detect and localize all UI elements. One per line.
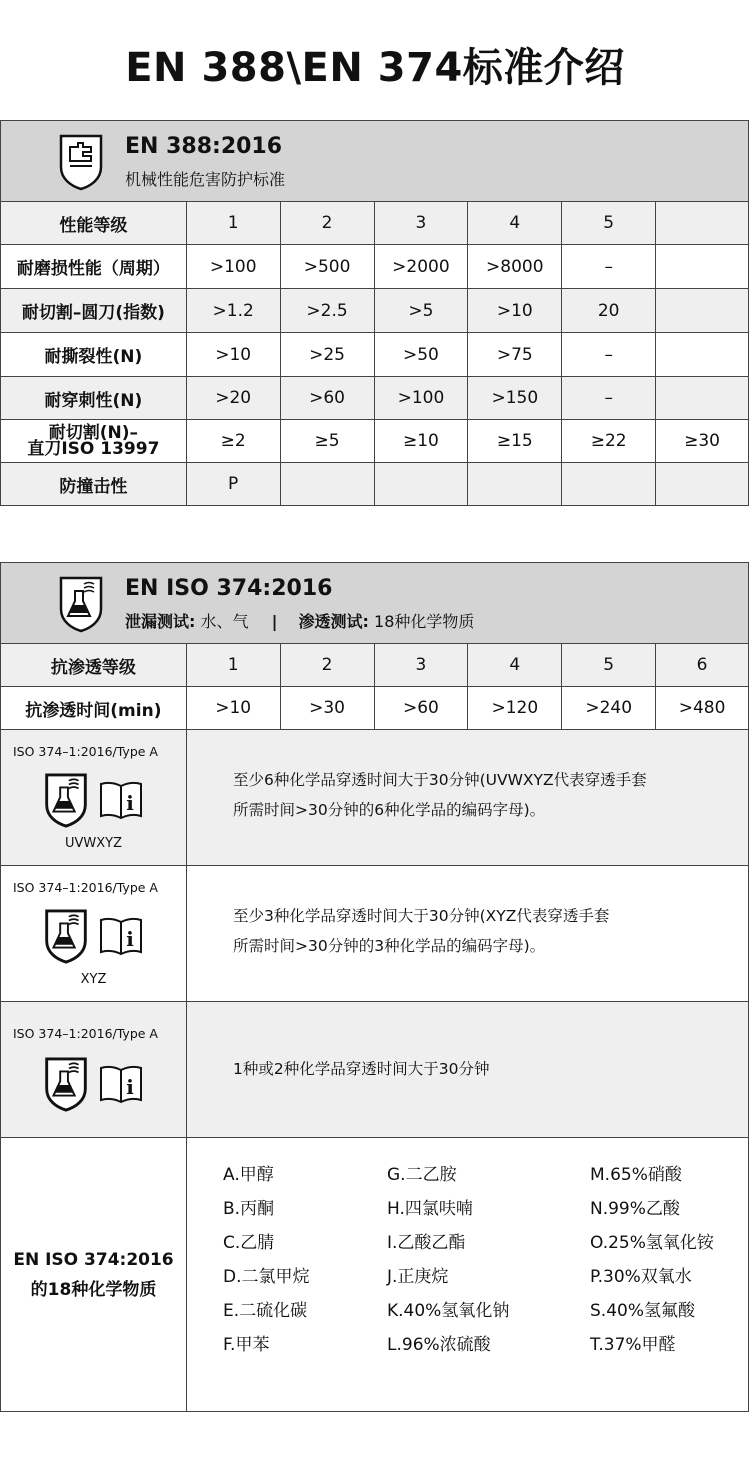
value-cell: >5	[374, 289, 468, 332]
value-cell	[655, 289, 748, 332]
row-label: 抗渗透时间(min)	[25, 700, 162, 721]
value-cell: ≥5	[280, 420, 374, 462]
type-row	[1, 730, 748, 866]
type-marking-cell	[1, 1002, 186, 1137]
instruction-book-icon	[99, 780, 143, 820]
description-line: 所需时间>30分钟的3种化学品的编码字母)。	[233, 937, 546, 955]
type-icons	[41, 908, 143, 964]
svg-text:i: i	[126, 927, 134, 951]
value-cell: >240	[561, 687, 655, 729]
chemical-item: H.四氯呋喃	[387, 1199, 473, 1219]
value-cell: >25	[280, 333, 374, 376]
type-icons	[41, 1056, 143, 1112]
chemical-item: T.37%甲醛	[590, 1335, 676, 1355]
en388-level-label: 性能等级	[59, 215, 128, 236]
table-row	[1, 245, 748, 289]
level-cell: 1	[186, 644, 280, 686]
type-marking-cell	[1, 730, 186, 865]
row-label	[1, 420, 186, 462]
value-cell: >100	[374, 377, 468, 419]
value-cell: >20	[186, 377, 280, 419]
type-standard: ISO 374–1:2016/Type A	[13, 744, 158, 759]
value-cell: P	[186, 463, 280, 505]
value-cell: >500	[280, 245, 374, 288]
value-cell: >480	[655, 687, 748, 729]
permeation-test-label: 渗透测试:	[298, 612, 369, 631]
value-cell: >10	[467, 289, 561, 332]
en388-header	[1, 121, 748, 202]
value-cell: ≥15	[467, 420, 561, 462]
table-row	[1, 687, 748, 730]
chemicals-row	[1, 1138, 748, 1411]
level-cell: 4	[467, 644, 561, 686]
value-cell: >30	[280, 687, 374, 729]
table-row	[1, 289, 748, 333]
value-cell	[655, 333, 748, 376]
table-row	[1, 420, 748, 463]
description-line: 所需时间>30分钟的6种化学品的编码字母)。	[233, 801, 546, 819]
type-standard: ISO 374–1:2016/Type A	[13, 880, 158, 895]
type-description	[186, 730, 748, 865]
chemical-item: O.25%氢氧化铵	[590, 1233, 714, 1253]
leak-test-label: 泄漏测试:	[125, 612, 196, 631]
value-cell: >150	[467, 377, 561, 419]
description-line: 1种或2种化学品穿透时间大于30分钟	[233, 1060, 490, 1078]
value-cell: >1.2	[186, 289, 280, 332]
chemical-item: A.甲醇	[223, 1165, 274, 1185]
type-marking-cell	[1, 866, 186, 1001]
value-cell	[374, 463, 468, 505]
description-text	[233, 765, 647, 825]
chemical-shield-icon	[41, 908, 91, 964]
en388-standard: EN 388:2016	[125, 134, 283, 159]
chemical-item: K.40%氢氧化钠	[387, 1301, 510, 1321]
chemical-item: J.正庚烷	[387, 1267, 449, 1287]
row-label: 耐撕裂性(N)	[44, 347, 143, 367]
svg-text:i: i	[126, 791, 134, 815]
en388-subtitle: 机械性能危害防护标准	[125, 170, 286, 189]
en374-standard: EN ISO 374:2016	[125, 576, 333, 601]
instruction-book-icon	[99, 1064, 143, 1104]
value-cell: >100	[186, 245, 280, 288]
value-cell: –	[561, 333, 655, 376]
value-cell: >75	[467, 333, 561, 376]
chemicals-label-line2: 的18种化学物质	[30, 1279, 157, 1300]
value-cell: >60	[374, 687, 468, 729]
en374-level-row	[1, 644, 748, 687]
row-label: 耐磨损性能（周期）	[16, 259, 170, 279]
chemical-item: B.丙酮	[223, 1199, 275, 1219]
row-label-line1: 耐切割(N)–	[48, 423, 139, 443]
level-cell: 3	[374, 644, 468, 686]
chemical-hazard-shield-icon	[57, 575, 105, 633]
value-cell: ≥22	[561, 420, 655, 462]
level-cell: 5	[561, 644, 655, 686]
table-row	[1, 463, 748, 505]
chemical-item: D.二氯甲烷	[223, 1267, 310, 1287]
chemical-item: F.甲苯	[223, 1335, 270, 1355]
chemical-item: M.65%硝酸	[590, 1165, 682, 1185]
chemical-code: UVWXYZ	[64, 836, 122, 851]
level-cell: 3	[374, 202, 468, 244]
level-cell: 5	[561, 202, 655, 244]
chemical-item: S.40%氢氟酸	[590, 1301, 695, 1321]
table-row	[1, 333, 748, 377]
level-cell	[655, 202, 748, 244]
value-cell: ≥10	[374, 420, 468, 462]
en374-header	[1, 563, 748, 644]
level-cell: 4	[467, 202, 561, 244]
level-cell: 1	[186, 202, 280, 244]
chemical-code: XYZ	[80, 972, 107, 987]
value-cell	[655, 245, 748, 288]
subtitle-separator: |	[271, 612, 278, 631]
chemicals-label-line1: EN ISO 374:2016	[13, 1249, 174, 1270]
description-line: 至少3种化学品穿透时间大于30分钟(XYZ代表穿透手套	[233, 907, 610, 925]
value-cell	[655, 377, 748, 419]
row-label: 防撞击性	[59, 476, 128, 497]
value-cell: >2.5	[280, 289, 374, 332]
value-cell: >120	[467, 687, 561, 729]
chemical-item: I.乙酸乙酯	[387, 1233, 466, 1253]
value-cell: >10	[186, 333, 280, 376]
en374-level-label: 抗渗透等级	[50, 657, 136, 678]
chemical-item: G.二乙胺	[387, 1165, 457, 1185]
chemicals-list	[186, 1138, 748, 1411]
type-row	[1, 1002, 748, 1138]
value-cell: >10	[186, 687, 280, 729]
description-text	[233, 1054, 489, 1084]
chemical-shield-icon	[41, 1056, 91, 1112]
row-label-line2: 直刀ISO 13997	[27, 439, 160, 459]
type-row	[1, 866, 748, 1002]
type-icons	[41, 772, 143, 828]
chemical-item: N.99%乙酸	[590, 1199, 680, 1219]
type-description	[186, 1002, 748, 1137]
row-label: 耐穿刺性(N)	[44, 390, 143, 411]
type-description	[186, 866, 748, 1001]
table-row	[1, 377, 748, 420]
value-cell: >2000	[374, 245, 468, 288]
chemical-item: C.乙腈	[223, 1233, 275, 1253]
value-cell: ≥30	[655, 420, 748, 462]
value-cell	[561, 463, 655, 505]
level-cell: 2	[280, 202, 374, 244]
chemicals-label	[1, 1138, 186, 1411]
en388-table	[0, 120, 749, 506]
en374-table	[0, 562, 749, 1412]
value-cell: >8000	[467, 245, 561, 288]
en374-subtitle	[125, 609, 474, 632]
value-cell: >60	[280, 377, 374, 419]
value-cell: 20	[561, 289, 655, 332]
value-cell: ≥2	[186, 420, 280, 462]
chemical-item: P.30%双氧水	[590, 1267, 692, 1287]
instruction-book-icon	[99, 916, 143, 956]
description-text	[233, 901, 609, 961]
mechanical-hazard-shield-icon	[57, 133, 105, 191]
description-line: 至少6种化学品穿透时间大于30分钟(UVWXYZ代表穿透手套	[233, 771, 647, 789]
value-cell: >50	[374, 333, 468, 376]
value-cell	[280, 463, 374, 505]
value-cell: –	[561, 377, 655, 419]
chemical-item: L.96%浓硫酸	[387, 1335, 491, 1355]
permeation-test-value: 18种化学物质	[368, 612, 475, 631]
row-label: 耐切割–圆刀(指数)	[21, 303, 165, 323]
level-cell: 6	[655, 644, 748, 686]
chemical-shield-icon	[41, 772, 91, 828]
en388-level-row	[1, 202, 748, 245]
type-standard: ISO 374–1:2016/Type A	[13, 1026, 158, 1041]
level-cell: 2	[280, 644, 374, 686]
chemicals-column	[387, 1158, 587, 1362]
page-title: EN 388\EN 374标准介绍	[125, 45, 625, 91]
value-cell	[467, 463, 561, 505]
value-cell	[655, 463, 748, 505]
chemicals-column	[590, 1158, 750, 1362]
leak-test-value: 水、气	[195, 612, 249, 631]
svg-text:i: i	[126, 1075, 134, 1099]
value-cell: –	[561, 245, 655, 288]
chemical-item: E.二硫化碳	[223, 1301, 308, 1321]
